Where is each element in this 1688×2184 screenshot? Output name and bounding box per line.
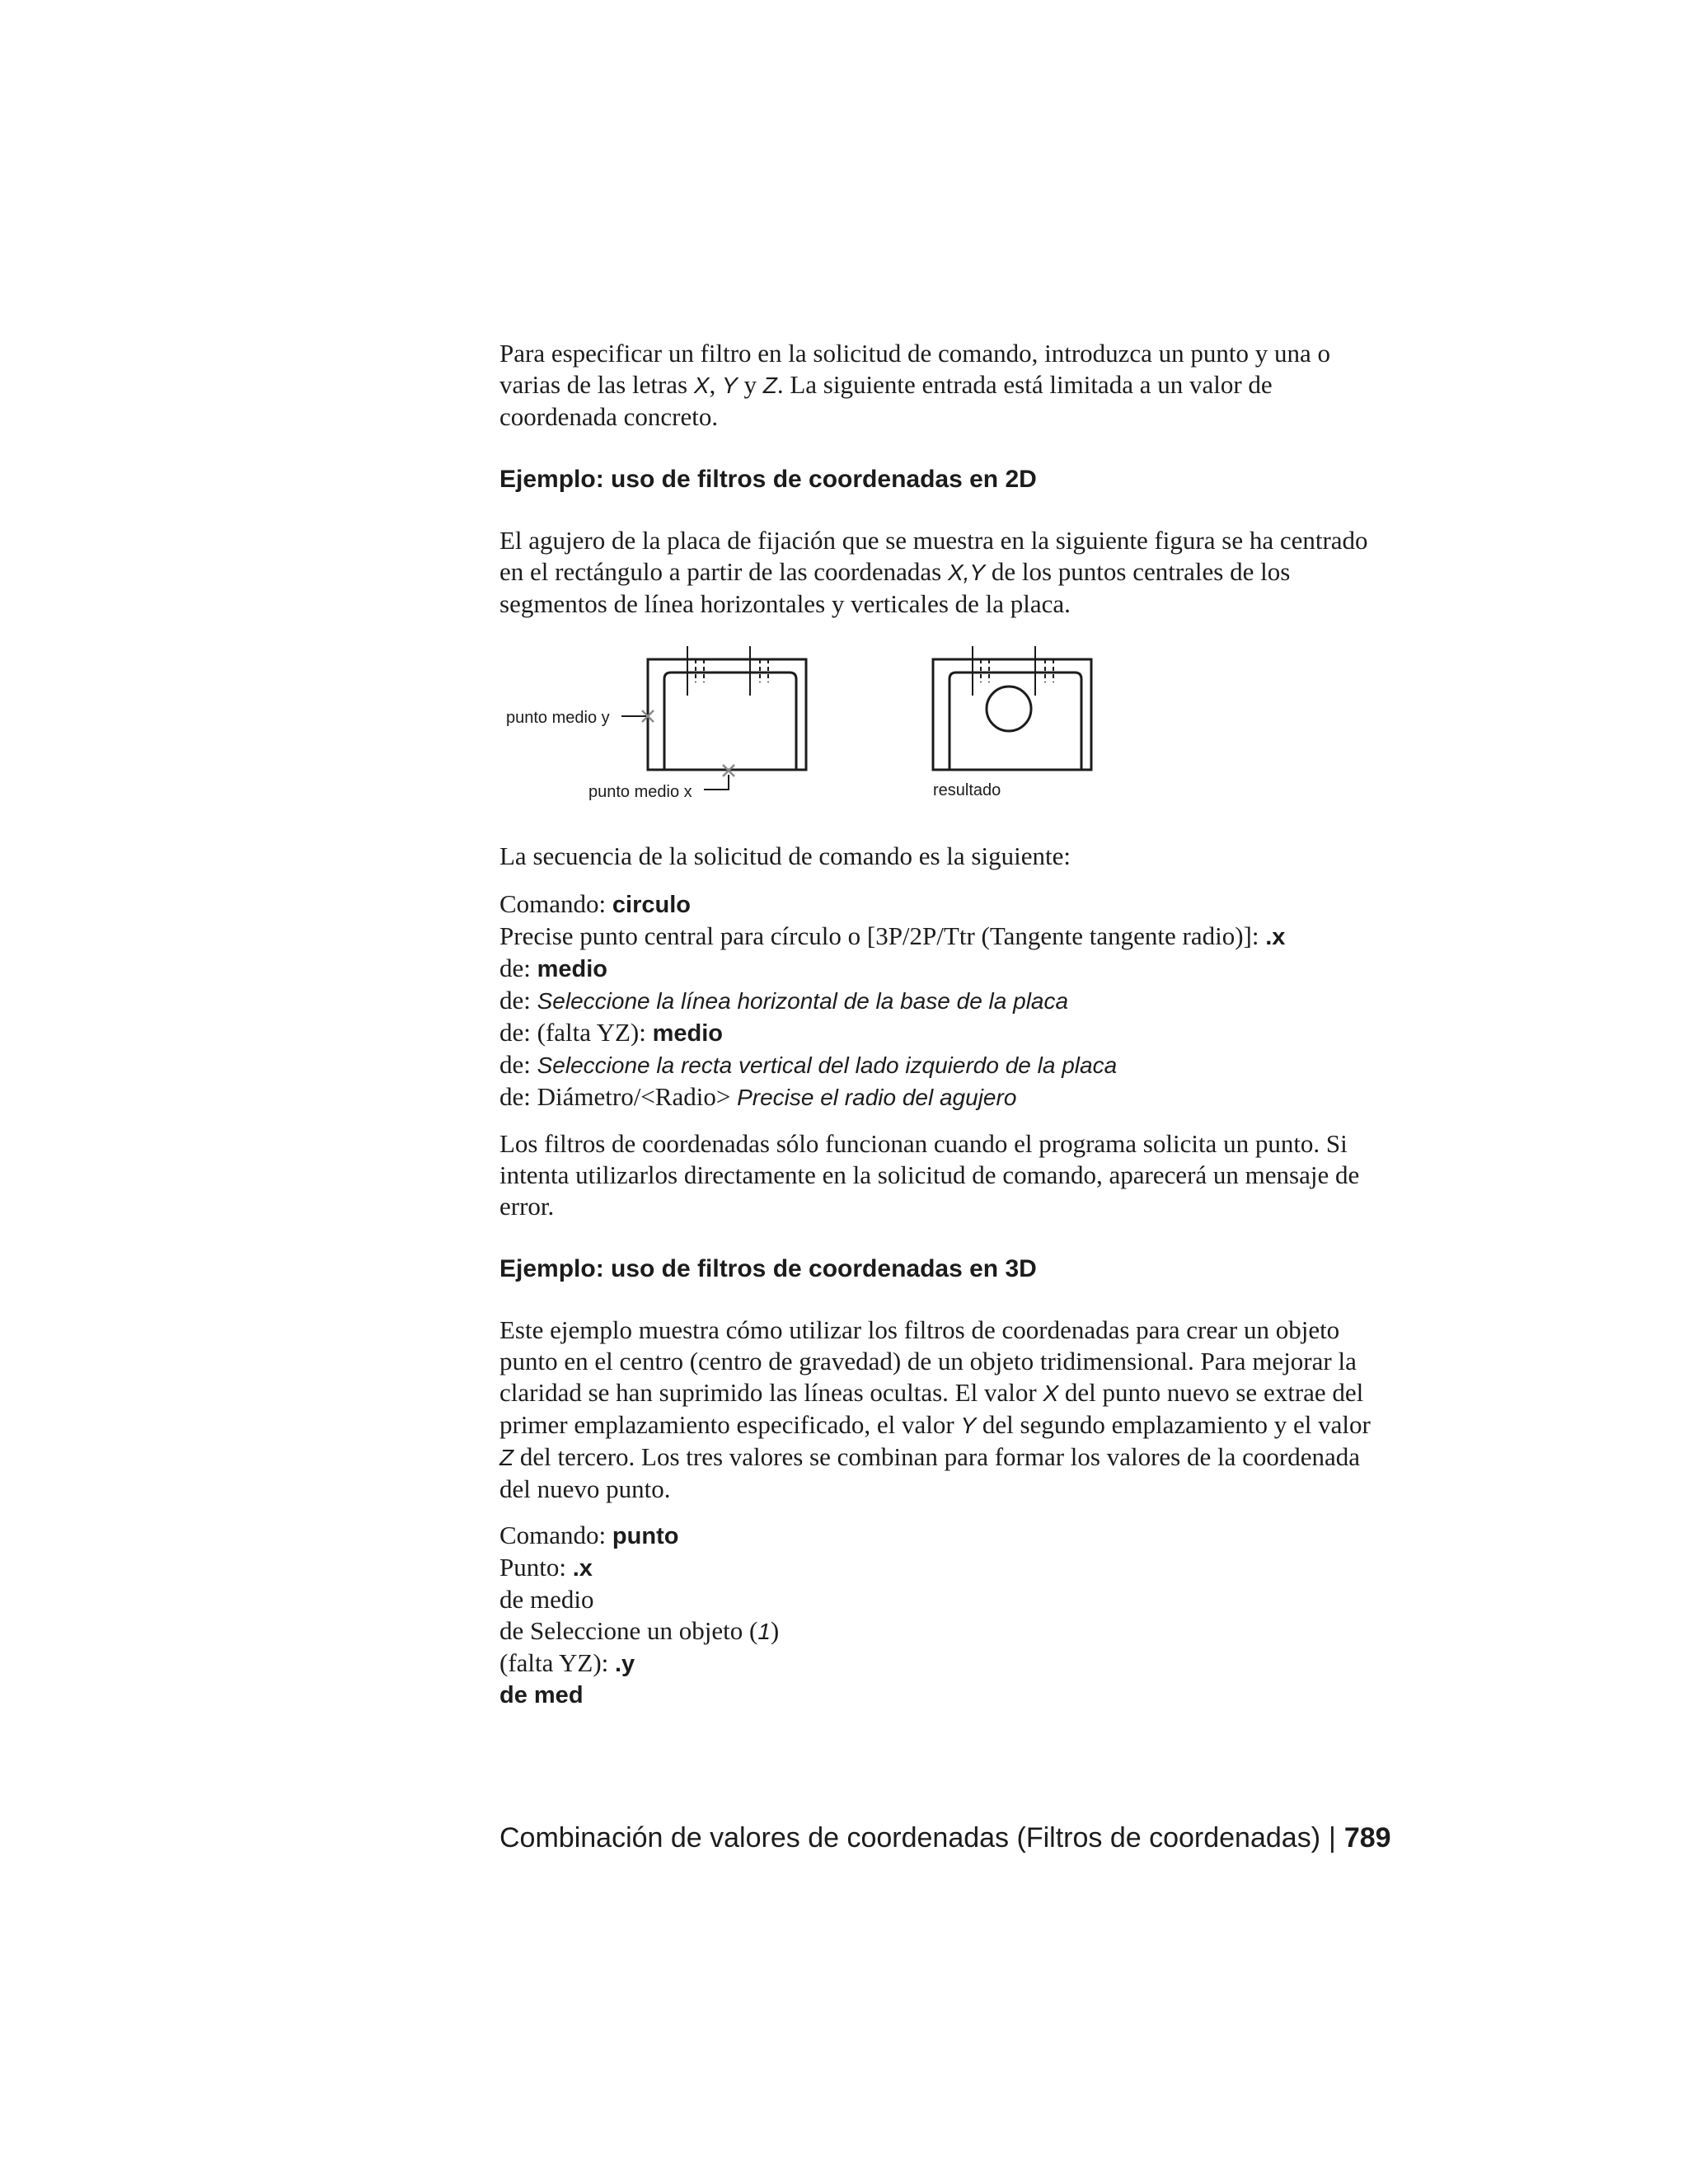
user-action: Seleccione la recta vertical del lado izquierdo de la placa — [537, 1052, 1118, 1078]
command-line — [499, 1017, 1373, 1049]
user-input: .y — [615, 1651, 635, 1677]
command-line — [499, 985, 1373, 1017]
command-line — [499, 921, 1373, 953]
text: de: Diámetro/<Radio> — [499, 1082, 738, 1111]
filters-note: Los filtros de coordenadas sólo funcionan cuando el programa solicita un punto. Si intenta utilizarlos directamente en la solicitud de comando, aparecerá un mensaje de error. — [499, 1129, 1360, 1221]
var-y: Y — [722, 373, 738, 398]
text: de: — [499, 986, 537, 1015]
text: Para especificar un filtro en la solicitud de comando, introduzca un punto y una o varias de las letras — [499, 339, 1331, 399]
callout-number: 1 — [757, 1619, 771, 1644]
footer-separator: | — [1329, 1822, 1336, 1854]
section-heading-3d: Ejemplo: uso de filtros de coordenadas en 3D — [499, 1255, 1037, 1282]
text: , — [709, 370, 723, 399]
var-z: Z — [762, 373, 777, 398]
intro-paragraph — [499, 338, 1373, 433]
command-sequence-3d — [499, 1520, 1373, 1711]
text: del tercero. Los tres valores se combinan para formar los valores de la coordenada del nuevo punto. — [499, 1442, 1360, 1503]
command-line: de med — [499, 1682, 584, 1708]
text: Este ejemplo muestra cómo utilizar los filtros de coordenadas para crear un objeto punto en el centro (centro de gravedad) de un objeto tridimensional. Para mejorar la claridad se han suprimido las líneas ocultas. El valor — [499, 1315, 1357, 1407]
var-x: X — [693, 373, 710, 398]
user-input: circulo — [612, 892, 692, 918]
text: Comando: — [499, 1521, 612, 1549]
text: . La siguiente entrada está limitada a un valor de coordenada concreto. — [499, 370, 1273, 431]
command-line — [499, 1081, 1373, 1113]
text: de Seleccione un objeto ( — [499, 1616, 758, 1645]
command-line — [499, 953, 1373, 985]
var-xy: X,Y — [947, 560, 986, 585]
text: de: — [499, 954, 537, 982]
text: (falta YZ): — [499, 1648, 615, 1677]
plate-figure — [499, 643, 1373, 824]
page-number: 789 — [1343, 1822, 1391, 1854]
text: de: — [499, 1050, 537, 1079]
var-z: Z — [499, 1445, 514, 1470]
text: y — [737, 370, 763, 399]
section-2d-paragraph — [499, 525, 1373, 620]
user-action: Seleccione la línea horizontal de la base de la placa — [537, 988, 1069, 1014]
user-input: medio — [652, 1020, 724, 1047]
user-action: Precise el radio del agujero — [737, 1085, 1017, 1110]
sequence-intro: La secuencia de la solicitud de comando es la siguiente: — [499, 841, 1071, 870]
command-line — [499, 1049, 1373, 1081]
text: de: (falta YZ): — [499, 1018, 653, 1047]
text: Comando: — [499, 889, 612, 918]
page-footer — [499, 1821, 1391, 1854]
text: de los puntos centrales de los segmentos de línea horizontales y verticales de la placa. — [499, 557, 1291, 618]
footer-title: Combinación de valores de coordenadas (Filtros de coordenadas) — [499, 1822, 1321, 1854]
command-line — [499, 888, 1373, 921]
user-input: punto — [612, 1523, 679, 1549]
user-input: .x — [1265, 924, 1286, 950]
section-heading-2d: Ejemplo: uso de filtros de coordenadas en 2D — [499, 466, 1037, 493]
var-y: Y — [960, 1413, 977, 1438]
command-line — [499, 1552, 1373, 1584]
text: ) — [770, 1616, 780, 1645]
label-result: resultado — [933, 781, 1001, 799]
command-line — [499, 1520, 1373, 1552]
text: del punto nuevo se extrae del primer emplazamiento especificado, el valor — [499, 1378, 1364, 1439]
command-line: de medio — [499, 1585, 594, 1614]
label-midpoint-y: punto medio y — [506, 709, 610, 727]
section-3d-paragraph — [499, 1315, 1373, 1505]
page-content — [499, 338, 1373, 1711]
command-line — [499, 1647, 1373, 1680]
label-midpoint-x: punto medio x — [588, 783, 692, 801]
command-sequence-2d — [499, 888, 1373, 1113]
user-input: .x — [572, 1555, 593, 1582]
text: del segundo emplazamiento y el valor — [976, 1410, 1371, 1439]
text: Punto: — [499, 1553, 573, 1582]
user-input: medio — [537, 956, 608, 982]
text: Precise punto central para círculo o [3P/2P/Ttr (Tangente tangente radio)]: — [499, 921, 1266, 950]
text: El agujero de la placa de fijación que se muestra en la siguiente figura se ha centrado en el rectángulo a partir de las coordenadas — [499, 526, 1368, 586]
command-line — [499, 1615, 1373, 1647]
var-x: X — [1043, 1380, 1059, 1406]
